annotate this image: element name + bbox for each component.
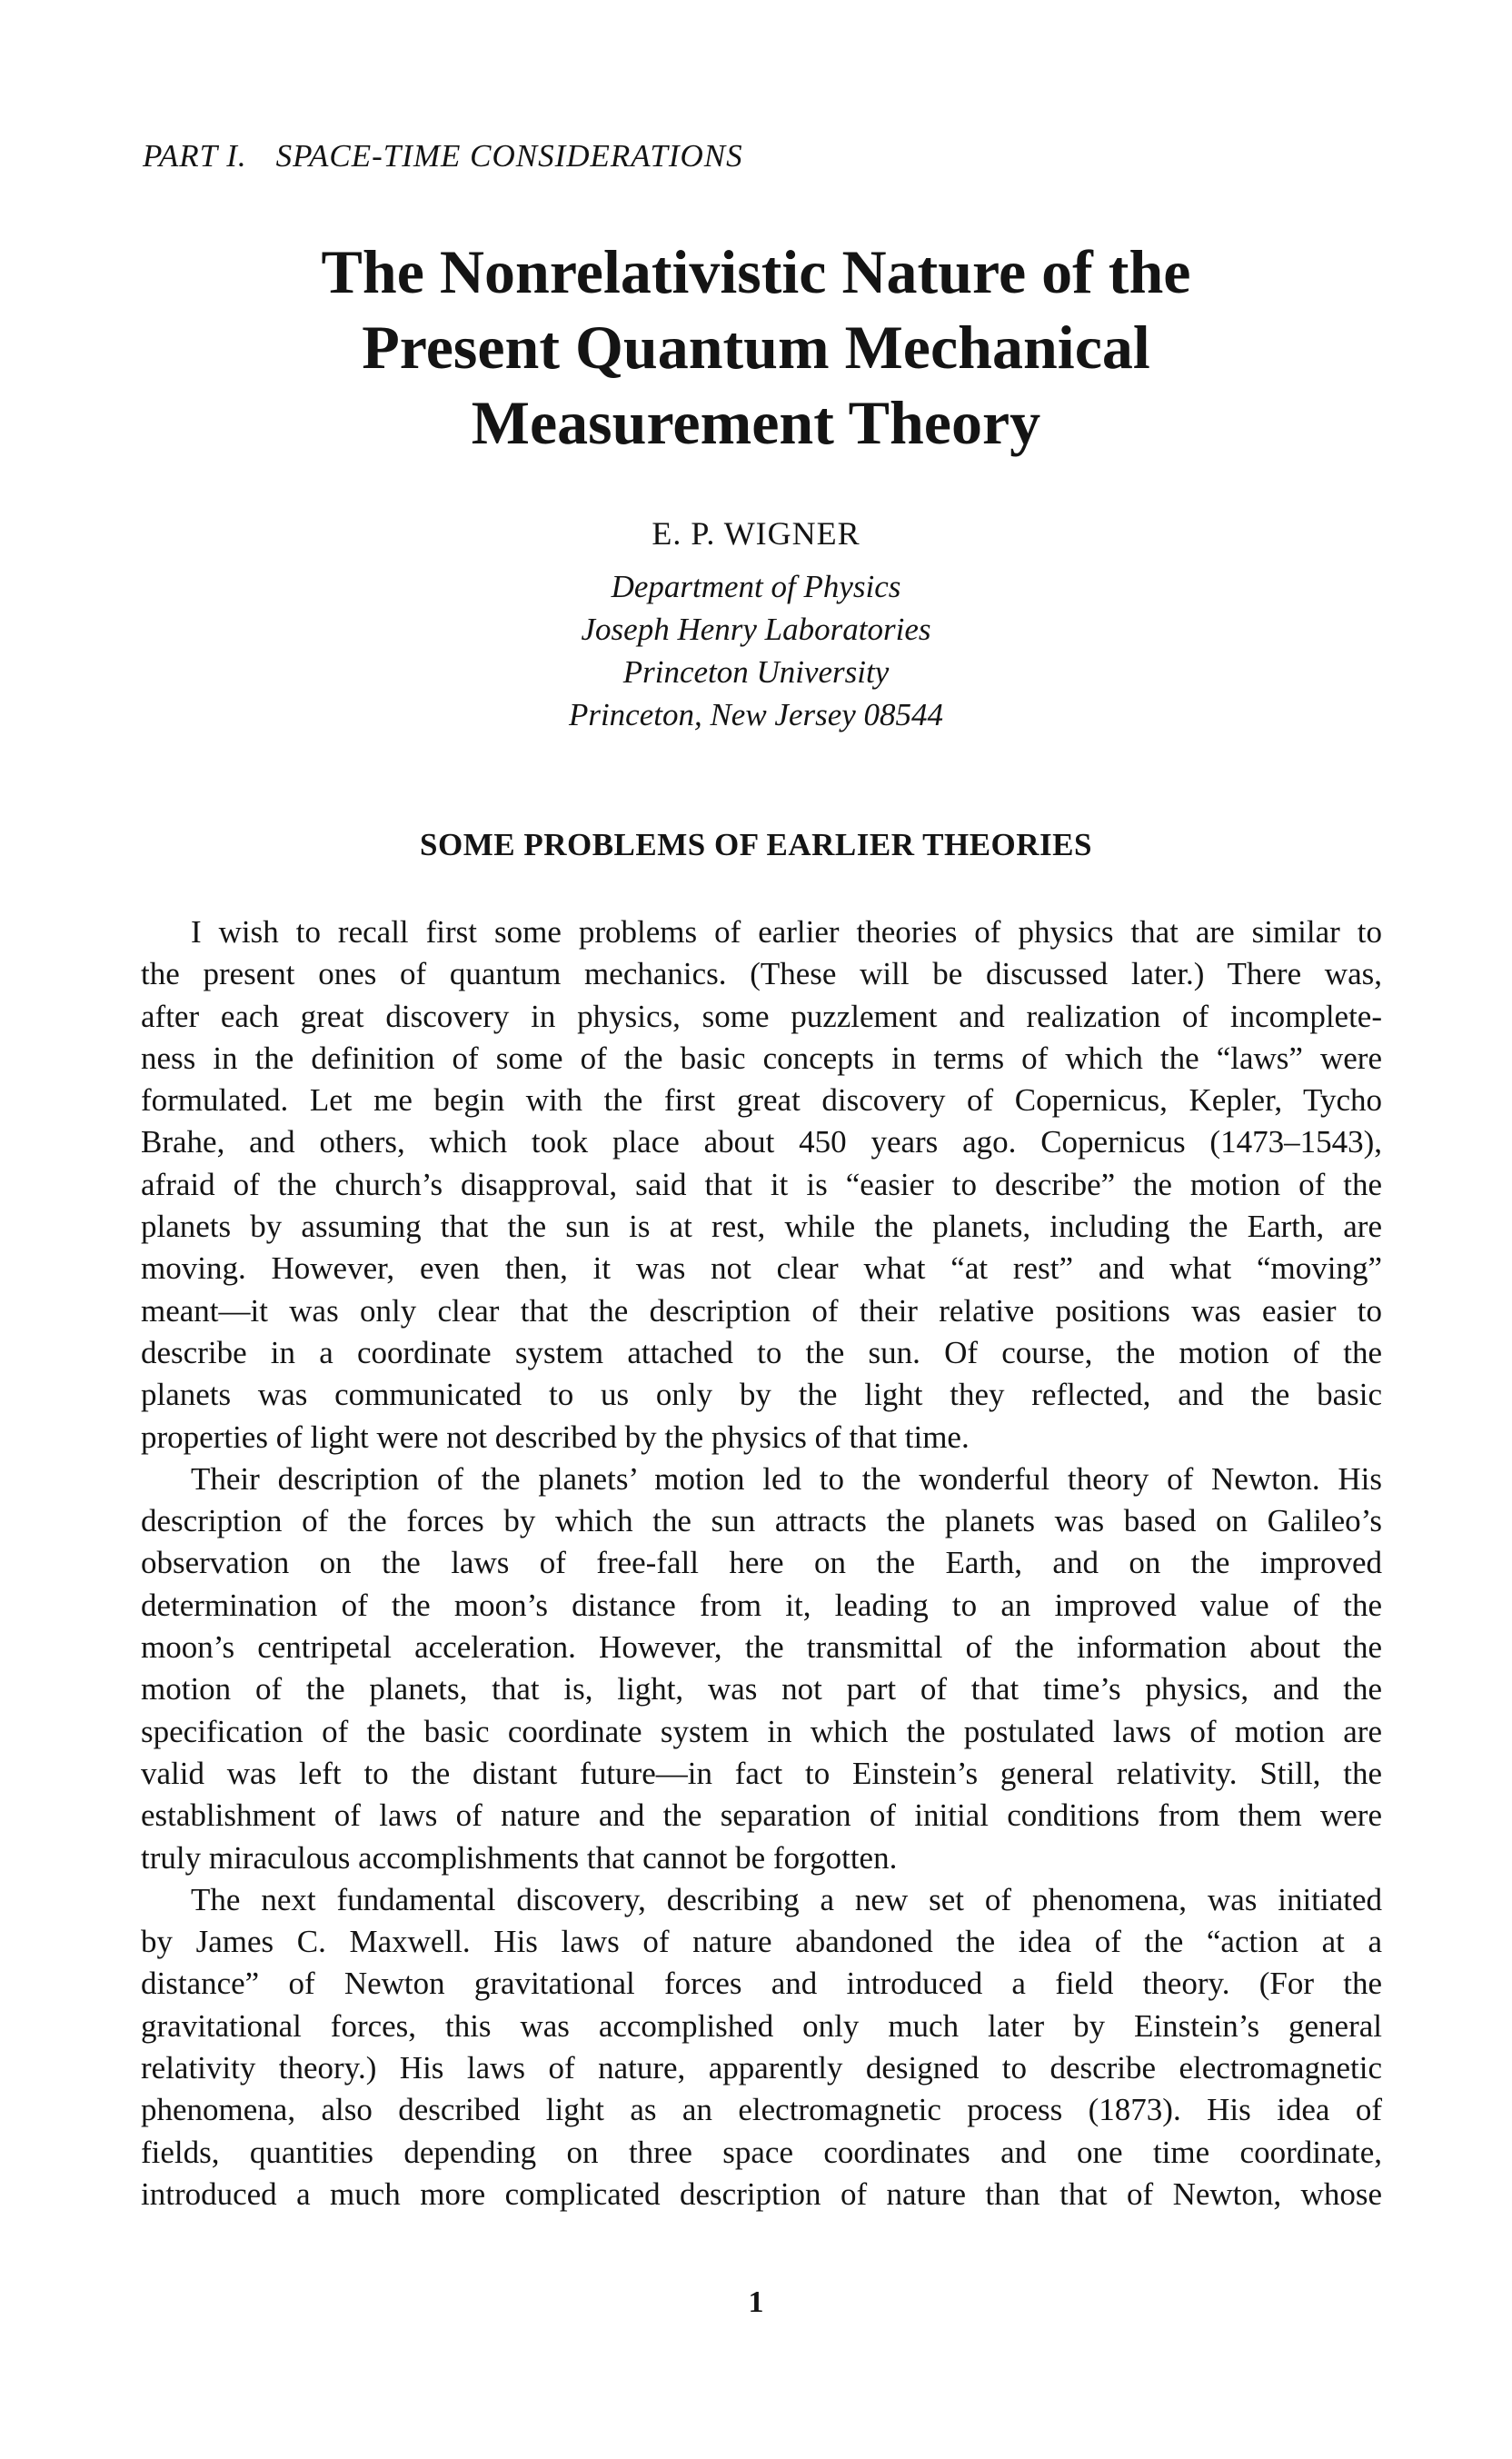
paragraph-line: valid was left to the distant future—in fact to Einstein’s general relativity. Still, the	[141, 1755, 1382, 1791]
paragraph-line: introduced a much more complicated description of nature than that of Newton, whose	[141, 2175, 1382, 2212]
paragraph-line: motion of the planets, that is, light, was not part of that time’s physics, and the	[141, 1671, 1382, 1707]
paragraph-line: the present ones of quantum mechanics. (These will be discussed later.) There was,	[141, 956, 1382, 992]
affiliation-line: Princeton University	[622, 654, 890, 690]
running-head-section: SPACE-TIME CONSIDERATIONS	[275, 138, 743, 174]
paragraph-line: Brahe, and others, which took place about 450 years ago. Copernicus (1473–1543),	[141, 1124, 1382, 1160]
body-paragraph	[141, 911, 1382, 1458]
body-paragraph	[141, 1879, 1382, 2215]
title-line: Measurement Theory	[471, 388, 1041, 457]
affiliation-line: Princeton, New Jersey 08544	[568, 697, 944, 732]
paper-title	[211, 234, 1301, 461]
paragraph-line: observation on the laws of free-fall here on the Earth, and on the improved	[141, 1545, 1382, 1581]
body-text	[141, 911, 1382, 2215]
paragraph-line: distance” of Newton gravitational forces and introduced a field theory. (For the	[141, 1966, 1382, 2002]
paragraph-line: specification of the basic coordinate system in which the postulated laws of motion are	[141, 1713, 1382, 1749]
paragraph-line: meant—it was only clear that the description of their relative positions was easier to	[141, 1292, 1382, 1329]
paragraph-line: fields, quantities depending on three space coordinates and one time coordinate,	[141, 2134, 1382, 2170]
paragraph-line: moon’s centripetal acceleration. However, the transmittal of the information about the	[141, 1629, 1382, 1666]
running-head	[143, 138, 743, 174]
paragraph-line: I wish to recall first some problems of earlier theories of physics that are similar to	[191, 914, 1382, 950]
paragraph-line: The next fundamental discovery, describing a new set of phenomena, was initiated	[191, 1881, 1382, 1917]
running-head-part: PART I.	[143, 138, 247, 174]
paragraph-line: establishment of laws of nature and the separation of initial conditions from them were	[141, 1797, 1382, 1834]
title-line: The Nonrelativistic Nature of the	[321, 237, 1191, 306]
paragraph-line: afraid of the church’s disapproval, said that it is “easier to describe” the motion of the	[141, 1166, 1382, 1202]
affiliation-line: Department of Physics	[611, 569, 901, 604]
body-paragraph	[141, 1458, 1382, 1879]
paragraph-line: formulated. Let me begin with the first great discovery of Copernicus, Kepler, Tycho	[141, 1082, 1382, 1119]
section-heading: SOME PROBLEMS OF EARLIER THEORIES	[420, 827, 1092, 862]
paragraph-line: phenomena, also described light as an electromagnetic process (1873). His idea of	[141, 2092, 1382, 2128]
paragraph-line: planets by assuming that the sun is at rest, while the planets, including the Earth, are	[141, 1209, 1382, 1245]
author-affiliation	[211, 565, 1301, 736]
paragraph-line: by James C. Maxwell. His laws of nature abandoned the idea of the “action at a	[141, 1924, 1382, 1960]
paragraph-line: planets was communicated to us only by the light they reflected, and the basic	[141, 1377, 1382, 1413]
paragraph-line: after each great discovery in physics, some puzzlement and realization of incomplete-	[141, 998, 1382, 1034]
paragraph-line: moving. However, even then, it was not clear what “at rest” and what “moving”	[141, 1250, 1382, 1287]
paragraph-line: ness in the definition of some of the basic concepts in terms of which the “laws” were	[141, 1040, 1382, 1076]
title-line: Present Quantum Mechanical	[362, 313, 1150, 382]
paragraph-line: relativity theory.) His laws of nature, apparently designed to describe electromagnetic	[141, 2050, 1382, 2086]
author-name: E. P. WIGNER	[652, 515, 860, 552]
page-number: 1	[748, 2285, 764, 2319]
paragraph-line: truly miraculous accomplishments that cannot be forgotten.	[141, 1839, 898, 1876]
paragraph-line: gravitational forces, this was accomplished only much later by Einstein’s general	[141, 2007, 1382, 2044]
paragraph-line: description of the forces by which the sun attracts the planets was based on Galileo’s	[141, 1503, 1382, 1539]
paragraph-line: properties of light were not described by the physics of that time.	[141, 1419, 970, 1455]
paragraph-line: describe in a coordinate system attached to the sun. Of course, the motion of the	[141, 1334, 1382, 1370]
paragraph-line: Their description of the planets’ motion led to the wonderful theory of Newton. His	[191, 1460, 1382, 1497]
affiliation-line: Joseph Henry Laboratories	[581, 612, 931, 647]
paragraph-line: determination of the moon’s distance from it, leading to an improved value of the	[141, 1587, 1382, 1623]
